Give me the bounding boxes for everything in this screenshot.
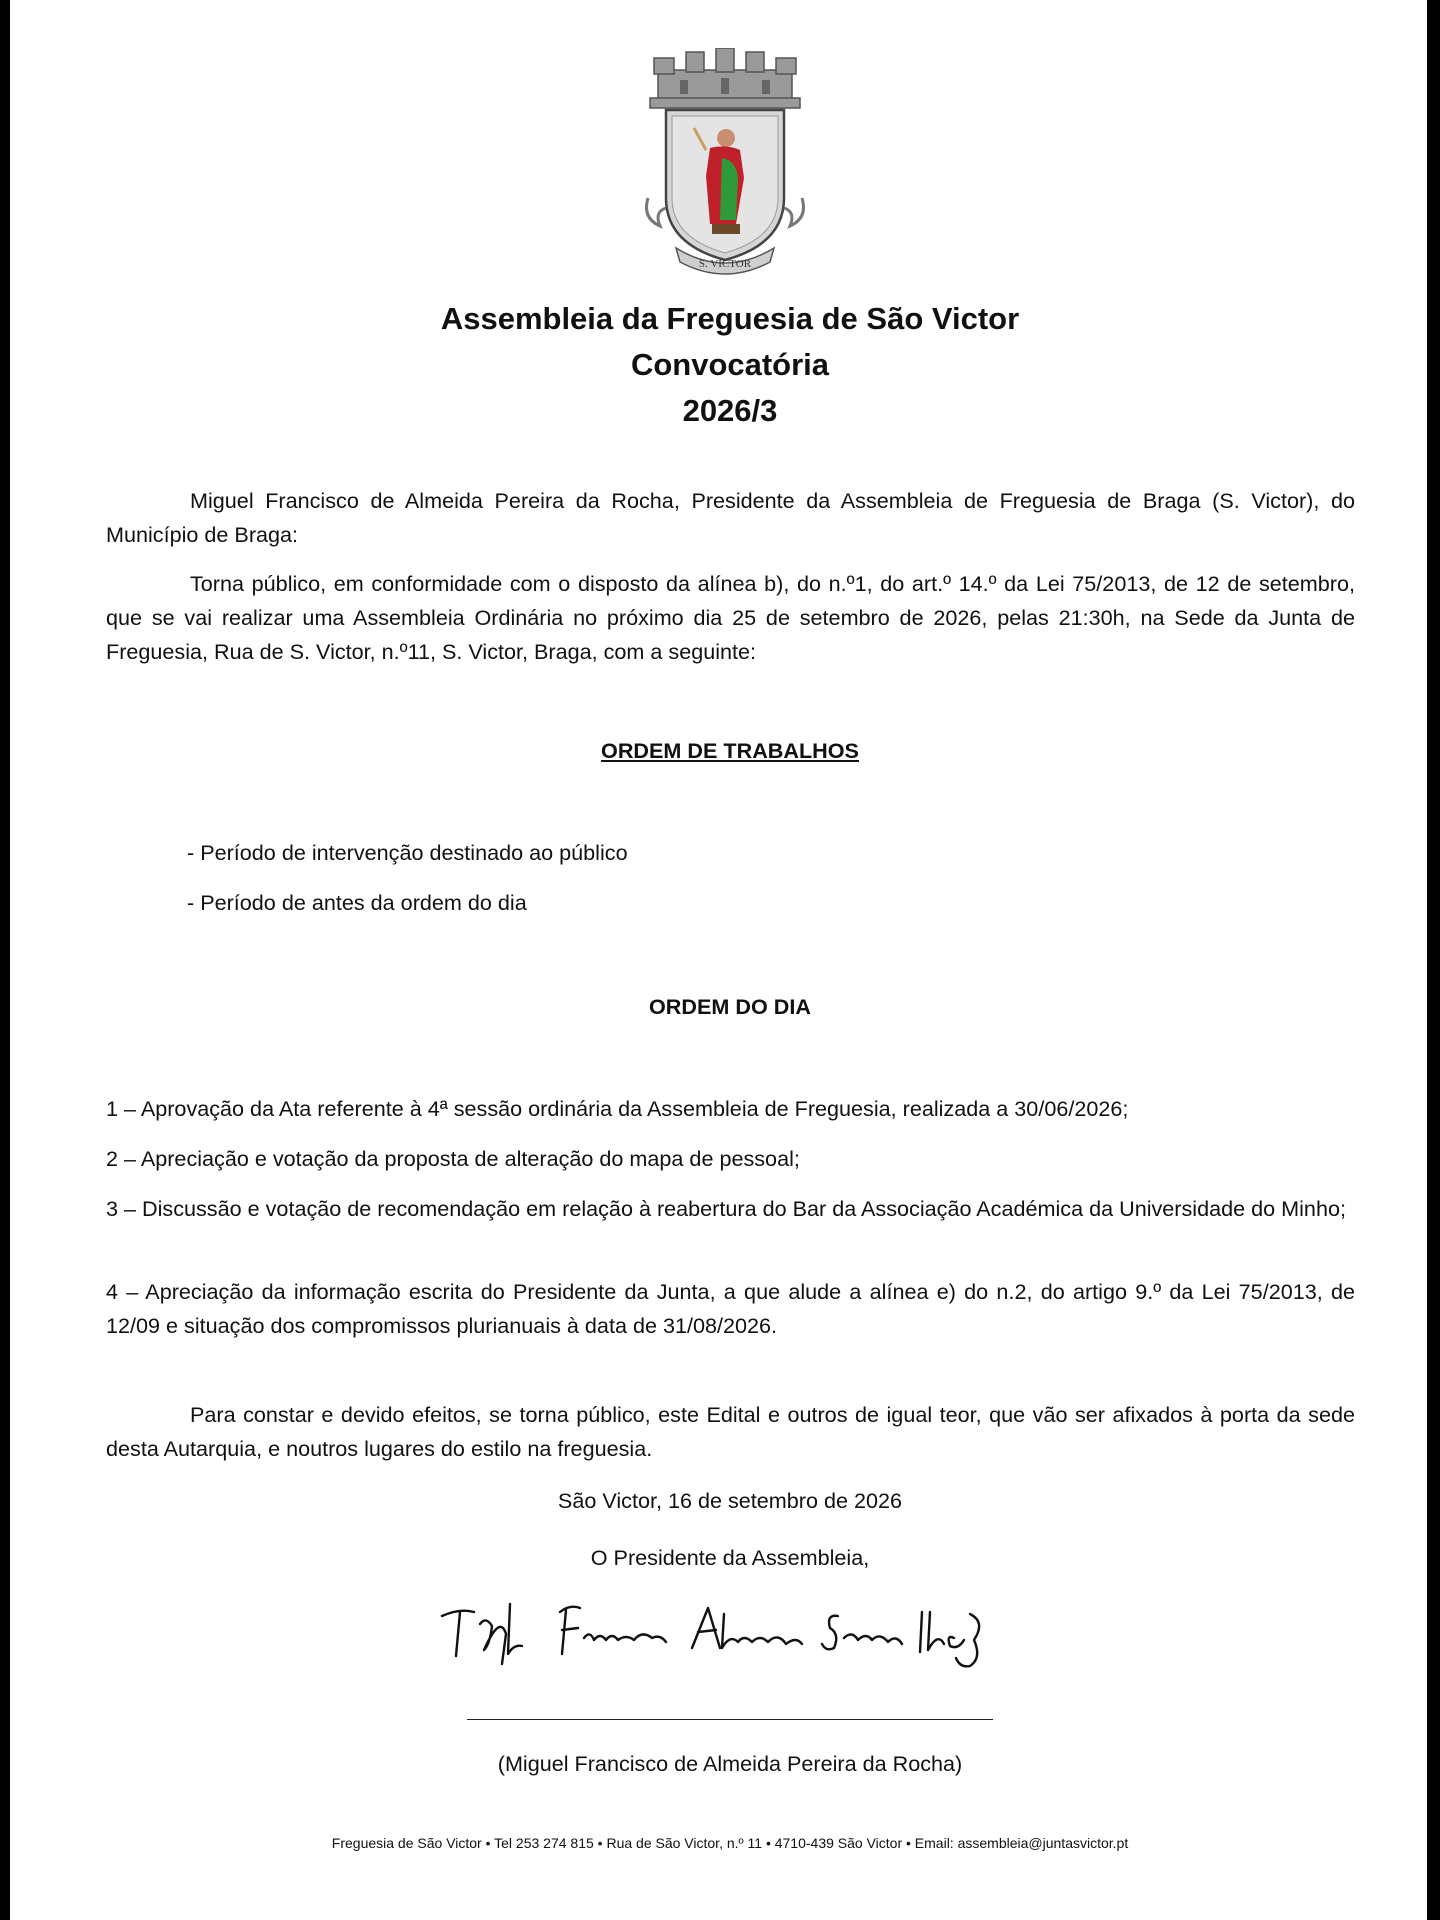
intro-paragraph-2: Torna público, em conformidade com o disposto da alínea b), do n.º1, do art.º 14.º da Lei 75/2013, de 12 de setembro, que se vai realizar uma Assembleia Ordinária no próximo dia 25 de setembro de 2026, pelas 21:30h, na Sede da Junta de Freguesia, Rua de S. Victor, n.º11, S. Victor, Braga, com a seguinte: bbox=[106, 571, 1355, 664]
crest-label: S. VICTOR bbox=[698, 258, 752, 270]
signature-line bbox=[467, 1719, 993, 1720]
document-title: Assembleia da Freguesia de São Victor bbox=[440, 301, 1020, 336]
agenda-item: 3 – Discussão e votação de recomendação em relação à reabertura do Bar da Associação Académica da Universidade do Minho; bbox=[106, 1196, 1346, 1221]
document-subtitle: Convocatória bbox=[630, 347, 830, 382]
ordem-dia-heading: ORDEM DO DIA bbox=[649, 994, 811, 1019]
signatory-title: O Presidente da Assembleia, bbox=[590, 1545, 870, 1570]
agenda-item: 1 – Aprovação da Ata referente à 4ª sessão ordinária da Assembleia de Freguesia, realizada a 30/06/2026; bbox=[106, 1096, 1129, 1121]
document-number: 2026/3 bbox=[682, 393, 778, 428]
document-page bbox=[10, 0, 1427, 1920]
document-date: São Victor, 16 de setembro de 2026 bbox=[557, 1488, 903, 1513]
coat-of-arms-logo bbox=[640, 48, 810, 276]
list-item: - Período de intervenção destinado ao público bbox=[187, 840, 628, 865]
agenda-item: 2 – Apreciação e votação da proposta de alteração do mapa de pessoal; bbox=[106, 1146, 800, 1171]
ordem-trabalhos-heading: ORDEM DE TRABALHOS bbox=[601, 738, 859, 763]
list-item: - Período de antes da ordem do dia bbox=[187, 890, 527, 915]
agenda-item: 4 – Apreciação da informação escrita do Presidente da Junta, a que alude a alínea e) do n.2, do artigo 9.º da Lei 75/2013, de 12/09 e situação dos compromissos plurianuais à data de 31/08/2026. bbox=[106, 1279, 1355, 1338]
closing-paragraph: Para constar e devido efeitos, se torna público, este Edital e outros de igual teor, que vão ser afixados à porta da sede desta Autarquia, e noutros lugares do estilo na freguesia. bbox=[106, 1402, 1355, 1461]
handwritten-signature bbox=[430, 1594, 1030, 1674]
document-footer: Freguesia de São Victor • Tel 253 274 815 • Rua de São Victor, n.º 11 • 4710-439 São Victor • Email: assembleia@juntasvictor.pt bbox=[331, 1835, 1129, 1851]
intro-paragraph-1: Miguel Francisco de Almeida Pereira da Rocha, Presidente da Assembleia de Freguesia de Braga (S. Victor), do Município de Braga: bbox=[106, 488, 1355, 547]
signatory-name: (Miguel Francisco de Almeida Pereira da Rocha) bbox=[497, 1751, 963, 1776]
